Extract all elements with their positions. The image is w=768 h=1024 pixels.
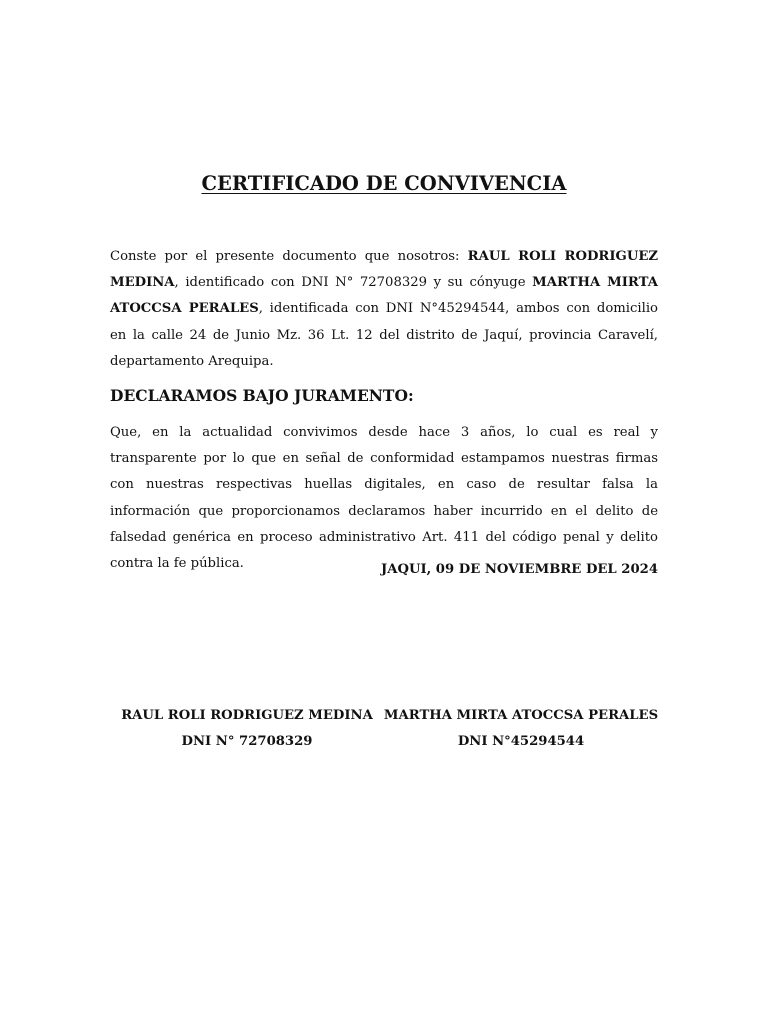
intro-text-1: Conste por el presente documento que nosotros: — [110, 249, 468, 264]
signatory-name: MARTHA MIRTA ATOCCSA PERALES — [383, 708, 659, 723]
declarant-name-2: MARTHA MIRTA ATOCCSA PERALES — [110, 275, 658, 317]
intro-paragraph — [110, 244, 658, 375]
signatory-name: RAUL ROLI RODRIGUEZ MEDINA — [121, 708, 373, 723]
intro-text-3: , identificada con DNI N°45294544, ambos con domicilio en la calle 24 de Junio Mz. 36 Lt. 12 del distrito de Jaquí, provincia Caravelí, departamento Arequipa. — [110, 301, 658, 369]
document-title: CERTIFICADO DE CONVIVENCIA — [201, 172, 567, 195]
declaration-heading: DECLARAMOS BAJO JURAMENTO: — [110, 386, 414, 405]
signatory-dni: DNI N° 72708329 — [181, 734, 313, 749]
declaration-paragraph: Que, en la actualidad convivimos desde hace 3 años, lo cual es real y transparente por lo que en señal de conformidad estampamos nuestras firmas con nuestras respectivas huellas digitales, en caso de resultar falsa la información que proporcionamos declaramos haber incurrido en el delito de falsedad genérica en proceso administrativo Art. 411 del código penal y delito contra la fe pública. — [110, 425, 658, 572]
place-date-line: JAQUI, 09 DE NOVIEMBRE DEL 2024 — [381, 562, 658, 577]
signatory-dni: DNI N°45294544 — [457, 734, 585, 749]
intro-text-2: , identificado con DNI N° 72708329 y su cónyuge — [174, 275, 533, 291]
declarant-name-1: RAUL ROLI RODRIGUEZ MEDINA — [110, 249, 658, 291]
signature-block-1 — [97, 703, 397, 755]
signature-block-2 — [371, 703, 671, 755]
